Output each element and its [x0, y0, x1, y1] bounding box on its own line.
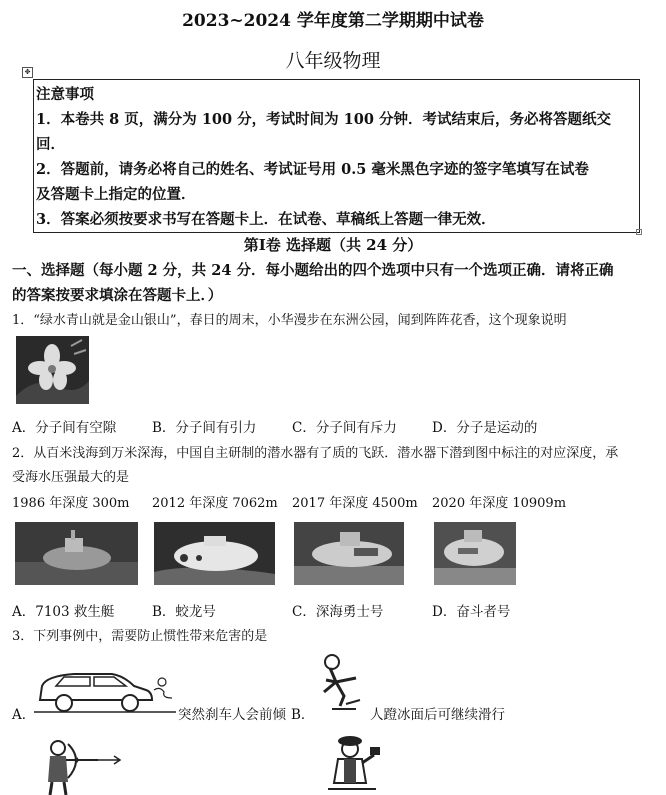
notice-line-2: 回． [36, 136, 65, 153]
section-instruction-2: 的答案按要求填涂在答题卡上．） [12, 287, 223, 304]
q1-option-b: B．分子间有引力 [152, 420, 257, 436]
q2-caption-a: 1986 年深度 300m [12, 496, 130, 511]
exam-subtitle: 八年级物理 [285, 50, 381, 72]
q1-option-d: D．分子是运动的 [432, 420, 538, 436]
q3-stem: 3．下列事例中，需要防止惯性带来危害的是 [12, 629, 268, 644]
q3-option-a-text: 突然刹车人会前倾 [178, 707, 286, 723]
table-move-handle-icon[interactable]: ✥ [22, 67, 33, 78]
submersible-photo-icon [294, 522, 404, 585]
q2-option-a: A．7103 救生艇 [12, 604, 115, 620]
flower-photo-icon [16, 336, 89, 404]
q2-option-d: D．奋斗者号 [432, 604, 511, 620]
submersible-photo-icon [15, 522, 138, 585]
skater-icon [316, 652, 366, 712]
archer-icon [38, 738, 124, 795]
submersible-photo-icon [434, 522, 516, 585]
notice-line-1: 1．本卷共 8 页，满分为 100 分，考试时间为 100 分钟．考试结束后，务必将答题纸交 [36, 111, 611, 128]
q3-option-b-letter: B． [291, 707, 315, 723]
section-title: 第Ⅰ卷 选择题（共 24 分） [243, 236, 423, 254]
q2-option-b: B．蛟龙号 [152, 604, 216, 620]
q3-option-a-letter: A． [12, 707, 36, 723]
notice-heading: 注意事项 [36, 86, 94, 103]
section-instruction-1: 一、选择题（每小题 2 分，共 24 分．每小题给出的四个选项中只有一个选项正确．请将正确 [12, 262, 614, 279]
q2-stem-line-2: 受海水压强最大的是 [12, 470, 130, 485]
submersible-photo-icon [154, 522, 275, 585]
hammer-man-icon [320, 733, 382, 795]
q2-caption-c: 2017 年深度 4500m [292, 496, 418, 511]
q2-caption-b: 2012 年深度 7062m [152, 496, 278, 511]
q2-stem-line-1: 2．从百米浅海到万米深海，中国自主研制的潜水器有了质的飞跃．潜水器下潜到图中标注的对应深度，承 [12, 446, 619, 461]
q1-option-a: A．分子间有空隙 [12, 420, 117, 436]
notice-box [33, 79, 640, 233]
q3-option-b-text: 人蹬冰面后可继续滑行 [370, 707, 505, 723]
notice-line-3: 2．答题前，请务必将自己的姓名、考试证号用 0.5 毫米黑色字迹的签字笔填写在试卷 [36, 161, 589, 178]
notice-line-4: 及答题卡上指定的位置． [36, 186, 196, 203]
notice-line-5: 3．答案必须按要求书写在答题卡上．在试卷、草稿纸上答题一律无效． [36, 211, 496, 228]
q1-stem: 1．“绿水青山就是金山银山”，春日的周末，小华漫步在东洲公园，闻到阵阵花香，这个现象说明 [12, 313, 567, 328]
car-braking-icon [34, 668, 176, 716]
q1-option-c: C．分子间有斥力 [292, 420, 397, 436]
exam-title: 2023~2024 学年度第二学期期中试卷 [182, 11, 484, 31]
q2-caption-d: 2020 年深度 10909m [432, 496, 567, 511]
q2-option-c: C．深海勇士号 [292, 604, 384, 620]
